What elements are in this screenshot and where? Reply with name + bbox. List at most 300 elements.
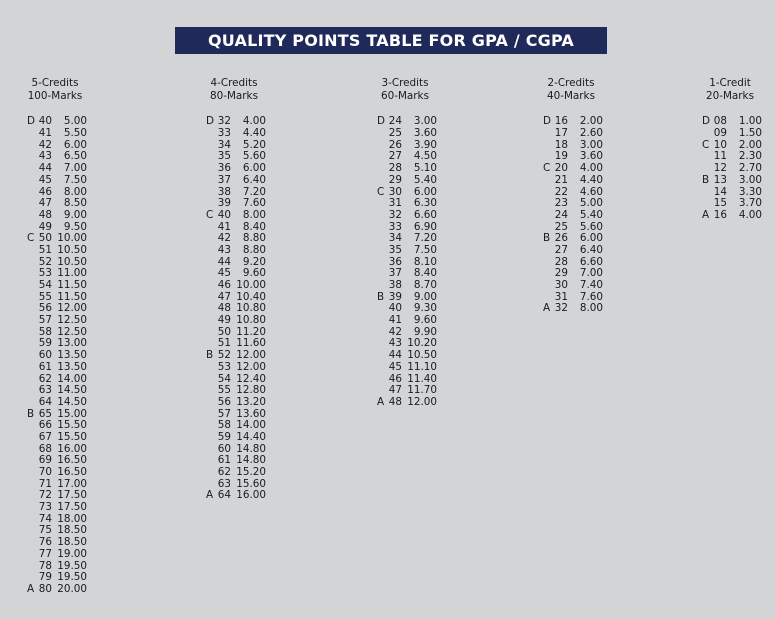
grade-letter bbox=[27, 128, 37, 140]
quality-points-value: 10.50 bbox=[57, 255, 87, 268]
marks-value: 46 bbox=[38, 185, 52, 198]
quality-points-value: 10.80 bbox=[236, 314, 266, 327]
grade-letter bbox=[27, 210, 37, 222]
marks-value: 32 bbox=[554, 302, 568, 315]
quality-points-value: 3.00 bbox=[579, 138, 603, 151]
quality-points-value: 13.60 bbox=[236, 407, 266, 420]
grade-letter bbox=[377, 175, 387, 187]
points-row bbox=[206, 280, 266, 292]
marks-value: 36 bbox=[388, 255, 402, 268]
grade-letter bbox=[27, 175, 37, 187]
quality-points-value: 12.50 bbox=[57, 314, 87, 327]
grade-letter: A bbox=[702, 208, 710, 221]
points-row bbox=[377, 175, 437, 187]
grade-letter bbox=[27, 549, 37, 561]
marks-value: 31 bbox=[388, 197, 402, 210]
marks-value: 55 bbox=[38, 290, 52, 303]
marks-value: 56 bbox=[217, 395, 231, 408]
marks-value: 15 bbox=[713, 197, 727, 210]
grade-letter bbox=[27, 514, 37, 526]
credits-label: 4-Credits bbox=[210, 77, 258, 89]
quality-points-value: 16.00 bbox=[236, 489, 266, 502]
marks-value: 37 bbox=[388, 267, 402, 280]
grade-letter bbox=[27, 257, 37, 269]
quality-points-value: 6.60 bbox=[579, 255, 603, 268]
marks-value: 12 bbox=[713, 162, 727, 175]
grade-letter bbox=[27, 525, 37, 537]
grade-letter bbox=[377, 257, 387, 269]
grade-letter bbox=[543, 280, 553, 292]
grade-letter bbox=[206, 140, 216, 152]
points-row bbox=[702, 175, 762, 187]
quality-points-value: 9.00 bbox=[63, 208, 87, 221]
grade-letter: A bbox=[543, 302, 551, 315]
grade-letter: B bbox=[702, 173, 710, 186]
grade-letter bbox=[27, 151, 37, 163]
grade-letter bbox=[206, 257, 216, 269]
grade-letter bbox=[377, 233, 387, 245]
grade-letter: C bbox=[206, 208, 214, 221]
quality-points-value: 15.50 bbox=[57, 430, 87, 443]
quality-points-value: 12.40 bbox=[236, 372, 266, 385]
marks-value: 74 bbox=[38, 512, 52, 525]
grade-letter bbox=[206, 187, 216, 199]
quality-points-value: 11.50 bbox=[57, 279, 87, 292]
marks-value: 43 bbox=[38, 150, 52, 163]
grade-letter: D bbox=[702, 115, 711, 128]
marks-value: 61 bbox=[217, 454, 231, 467]
quality-points-value: 4.40 bbox=[242, 127, 266, 140]
quality-points-value: 11.10 bbox=[407, 360, 437, 373]
marks-value: 44 bbox=[38, 162, 52, 175]
marks-value: 65 bbox=[38, 407, 52, 420]
quality-points-value: 10.40 bbox=[236, 290, 266, 303]
quality-points-value: 3.00 bbox=[738, 173, 762, 186]
marks-value: 26 bbox=[388, 138, 402, 151]
marks-value: 35 bbox=[388, 243, 402, 256]
marks-value: 53 bbox=[38, 267, 52, 280]
grade-letter: A bbox=[377, 395, 385, 408]
marks-value: 51 bbox=[38, 243, 52, 256]
quality-points-value: 5.10 bbox=[413, 162, 437, 175]
quality-points-value: 11.60 bbox=[236, 337, 266, 350]
grade-letter bbox=[206, 268, 216, 280]
quality-points-value: 18.50 bbox=[57, 536, 87, 549]
grade-letter bbox=[543, 257, 553, 269]
grade-letter: B bbox=[206, 349, 214, 362]
marks-label: 20-Marks bbox=[705, 89, 754, 102]
quality-points-value: 5.60 bbox=[579, 220, 603, 233]
grade-letter bbox=[206, 444, 216, 456]
quality-points-value: 11.00 bbox=[57, 267, 87, 280]
marks-value: 39 bbox=[388, 290, 402, 303]
quality-points-value: 3.60 bbox=[579, 150, 603, 163]
grade-letter: D bbox=[206, 115, 215, 128]
grade-letter bbox=[206, 280, 216, 292]
quality-points-value: 10.20 bbox=[407, 337, 437, 350]
grade-letter bbox=[543, 175, 553, 187]
marks-value: 77 bbox=[38, 547, 52, 560]
grade-letter bbox=[377, 245, 387, 257]
marks-value: 45 bbox=[38, 173, 52, 186]
quality-points-value: 8.40 bbox=[242, 220, 266, 233]
marks-value: 63 bbox=[217, 477, 231, 490]
quality-points-value: 5.20 bbox=[242, 138, 266, 151]
grade-letter: A bbox=[27, 582, 35, 595]
quality-points-value: 9.00 bbox=[413, 290, 437, 303]
quality-points-value: 6.30 bbox=[413, 197, 437, 210]
points-row bbox=[377, 210, 437, 222]
marks-value: 13 bbox=[713, 173, 727, 186]
marks-value: 68 bbox=[38, 442, 52, 455]
marks-value: 35 bbox=[217, 150, 231, 163]
quality-points-value: 9.20 bbox=[242, 255, 266, 268]
points-row bbox=[27, 210, 87, 222]
marks-value: 57 bbox=[38, 314, 52, 327]
marks-value: 33 bbox=[217, 127, 231, 140]
marks-value: 76 bbox=[38, 536, 52, 549]
quality-points-value: 14.50 bbox=[57, 384, 87, 397]
quality-points-value: 5.00 bbox=[63, 115, 87, 128]
credits-column-4 bbox=[206, 77, 266, 502]
marks-value: 49 bbox=[217, 314, 231, 327]
marks-value: 20 bbox=[554, 162, 568, 175]
grade-letter bbox=[27, 350, 37, 362]
grade-letter bbox=[27, 479, 37, 491]
quality-points-value: 8.80 bbox=[242, 243, 266, 256]
quality-points-value: 8.10 bbox=[413, 255, 437, 268]
marks-value: 71 bbox=[38, 477, 52, 490]
marks-value: 62 bbox=[38, 372, 52, 385]
grade-letter bbox=[27, 537, 37, 549]
marks-value: 25 bbox=[554, 220, 568, 233]
quality-points-value: 5.40 bbox=[579, 208, 603, 221]
marks-value: 56 bbox=[38, 302, 52, 315]
grade-letter bbox=[702, 151, 712, 163]
grade-letter bbox=[27, 385, 37, 397]
quality-points-value: 16.00 bbox=[57, 442, 87, 455]
points-row bbox=[206, 432, 266, 444]
credits-label: 5-Credits bbox=[31, 77, 79, 89]
marks-value: 61 bbox=[38, 360, 52, 373]
marks-value: 58 bbox=[217, 419, 231, 432]
grade-letter bbox=[206, 222, 216, 234]
column-header bbox=[27, 77, 83, 102]
marks-value: 26 bbox=[554, 232, 568, 245]
grade-letter bbox=[27, 327, 37, 339]
grade-letter bbox=[206, 151, 216, 163]
marks-value: 08 bbox=[713, 115, 727, 128]
grade-letter bbox=[27, 502, 37, 514]
quality-points-value: 11.20 bbox=[236, 325, 266, 338]
column-header bbox=[702, 77, 758, 102]
quality-points-value: 6.50 bbox=[63, 150, 87, 163]
grade-letter bbox=[377, 128, 387, 140]
marks-value: 54 bbox=[217, 372, 231, 385]
points-row bbox=[206, 210, 266, 222]
grade-letter bbox=[543, 245, 553, 257]
grade-letter bbox=[27, 432, 37, 444]
quality-points-value: 15.60 bbox=[236, 477, 266, 490]
quality-points-value: 7.00 bbox=[63, 162, 87, 175]
grade-letter bbox=[543, 210, 553, 222]
points-row bbox=[206, 245, 266, 257]
grade-letter bbox=[206, 397, 216, 409]
column-header bbox=[543, 77, 599, 102]
grade-letter bbox=[543, 268, 553, 280]
quality-points-value: 14.80 bbox=[236, 442, 266, 455]
grade-letter bbox=[206, 315, 216, 327]
quality-points-value: 12.00 bbox=[57, 302, 87, 315]
grade-letter bbox=[377, 151, 387, 163]
quality-points-value: 1.50 bbox=[738, 127, 762, 140]
quality-points-value: 6.00 bbox=[413, 185, 437, 198]
marks-value: 48 bbox=[38, 208, 52, 221]
quality-points-value: 20.00 bbox=[57, 582, 87, 595]
quality-points-value: 12.00 bbox=[236, 349, 266, 362]
points-row bbox=[543, 303, 603, 315]
grade-letter bbox=[377, 374, 387, 386]
quality-points-value: 11.70 bbox=[407, 384, 437, 397]
marks-value: 38 bbox=[217, 185, 231, 198]
grade-letter bbox=[377, 362, 387, 374]
points-list bbox=[377, 116, 437, 408]
quality-points-value: 2.70 bbox=[738, 162, 762, 175]
marks-value: 60 bbox=[217, 442, 231, 455]
points-row bbox=[543, 210, 603, 222]
quality-points-value: 7.60 bbox=[579, 290, 603, 303]
points-row bbox=[543, 245, 603, 257]
marks-value: 40 bbox=[217, 208, 231, 221]
marks-value: 45 bbox=[217, 267, 231, 280]
quality-points-value: 18.50 bbox=[57, 524, 87, 537]
quality-points-value: 2.30 bbox=[738, 150, 762, 163]
marks-value: 30 bbox=[388, 185, 402, 198]
grade-letter: D bbox=[377, 115, 386, 128]
marks-value: 47 bbox=[217, 290, 231, 303]
grade-letter: A bbox=[206, 489, 214, 502]
grade-letter bbox=[206, 409, 216, 421]
grade-letter: B bbox=[27, 407, 35, 420]
quality-points-value: 12.80 bbox=[236, 384, 266, 397]
quality-points-value: 17.50 bbox=[57, 489, 87, 502]
grade-letter bbox=[206, 467, 216, 479]
grade-letter bbox=[377, 327, 387, 339]
marks-value: 52 bbox=[217, 349, 231, 362]
quality-points-value: 10.00 bbox=[236, 279, 266, 292]
marks-value: 63 bbox=[38, 384, 52, 397]
quality-points-value: 7.20 bbox=[242, 185, 266, 198]
quality-points-value: 13.20 bbox=[236, 395, 266, 408]
quality-points-value: 2.00 bbox=[738, 138, 762, 151]
page-title: QUALITY POINTS TABLE FOR GPA / CGPA bbox=[175, 27, 607, 54]
quality-points-value: 7.40 bbox=[579, 279, 603, 292]
credits-column-2 bbox=[543, 77, 603, 315]
grade-letter bbox=[377, 198, 387, 210]
marks-value: 17 bbox=[554, 127, 568, 140]
marks-value: 49 bbox=[38, 220, 52, 233]
marks-value: 19 bbox=[554, 150, 568, 163]
grade-letter bbox=[27, 467, 37, 479]
grade-letter bbox=[543, 128, 553, 140]
grade-letter bbox=[27, 198, 37, 210]
points-row bbox=[27, 467, 87, 479]
grade-letter bbox=[377, 222, 387, 234]
marks-value: 50 bbox=[217, 325, 231, 338]
quality-points-value: 4.00 bbox=[242, 115, 266, 128]
quality-points-value: 4.50 bbox=[413, 150, 437, 163]
quality-points-value: 5.60 bbox=[242, 150, 266, 163]
marks-value: 48 bbox=[388, 395, 402, 408]
marks-value: 41 bbox=[217, 220, 231, 233]
quality-points-value: 8.00 bbox=[63, 185, 87, 198]
points-row bbox=[27, 280, 87, 292]
quality-points-value: 10.00 bbox=[57, 232, 87, 245]
marks-value: 44 bbox=[388, 349, 402, 362]
marks-value: 09 bbox=[713, 127, 727, 140]
quality-points-value: 8.80 bbox=[242, 232, 266, 245]
quality-points-value: 14.80 bbox=[236, 454, 266, 467]
grade-letter bbox=[206, 233, 216, 245]
quality-points-value: 11.50 bbox=[57, 290, 87, 303]
marks-value: 41 bbox=[388, 314, 402, 327]
grade-letter: D bbox=[543, 115, 552, 128]
marks-value: 22 bbox=[554, 185, 568, 198]
quality-points-value: 14.50 bbox=[57, 395, 87, 408]
marks-value: 34 bbox=[217, 138, 231, 151]
marks-value: 50 bbox=[38, 232, 52, 245]
credits-column-3 bbox=[377, 77, 437, 409]
marks-value: 47 bbox=[388, 384, 402, 397]
marks-value: 45 bbox=[388, 360, 402, 373]
grade-letter bbox=[27, 362, 37, 374]
grade-letter bbox=[27, 292, 37, 304]
quality-points-value: 6.00 bbox=[63, 138, 87, 151]
marks-value: 53 bbox=[217, 360, 231, 373]
grade-letter bbox=[206, 432, 216, 444]
marks-value: 23 bbox=[554, 197, 568, 210]
quality-points-value: 15.00 bbox=[57, 407, 87, 420]
quality-points-value: 8.00 bbox=[242, 208, 266, 221]
marks-value: 47 bbox=[38, 197, 52, 210]
marks-value: 34 bbox=[388, 232, 402, 245]
grade-letter bbox=[206, 128, 216, 140]
points-row bbox=[27, 397, 87, 409]
marks-value: 43 bbox=[388, 337, 402, 350]
marks-value: 59 bbox=[217, 430, 231, 443]
grade-letter bbox=[377, 268, 387, 280]
quality-points-value: 6.40 bbox=[242, 173, 266, 186]
quality-points-value: 4.00 bbox=[738, 208, 762, 221]
marks-value: 75 bbox=[38, 524, 52, 537]
quality-points-value: 13.00 bbox=[57, 337, 87, 350]
marks-value: 30 bbox=[554, 279, 568, 292]
points-row bbox=[27, 175, 87, 187]
marks-value: 62 bbox=[217, 466, 231, 479]
grade-letter bbox=[377, 140, 387, 152]
grade-letter bbox=[377, 163, 387, 175]
marks-label: 80-Marks bbox=[209, 89, 258, 102]
marks-label: 40-Marks bbox=[546, 89, 595, 102]
grade-letter bbox=[27, 303, 37, 315]
grade-letter bbox=[27, 245, 37, 257]
grade-letter bbox=[377, 338, 387, 350]
marks-value: 59 bbox=[38, 337, 52, 350]
grade-letter bbox=[27, 455, 37, 467]
marks-value: 25 bbox=[388, 127, 402, 140]
marks-value: 27 bbox=[554, 243, 568, 256]
marks-value: 41 bbox=[38, 127, 52, 140]
grade-letter bbox=[27, 280, 37, 292]
marks-value: 10 bbox=[713, 138, 727, 151]
grade-letter bbox=[206, 374, 216, 386]
quality-points-value: 8.40 bbox=[413, 267, 437, 280]
points-row bbox=[27, 549, 87, 561]
grade-letter bbox=[27, 490, 37, 502]
points-list bbox=[206, 116, 266, 502]
marks-value: 42 bbox=[38, 138, 52, 151]
grade-letter bbox=[27, 561, 37, 573]
quality-points-value: 14.40 bbox=[236, 430, 266, 443]
grade-letter bbox=[27, 374, 37, 386]
grade-letter bbox=[206, 385, 216, 397]
credits-column-5 bbox=[27, 77, 87, 596]
grade-letter bbox=[206, 163, 216, 175]
marks-value: 51 bbox=[217, 337, 231, 350]
points-list bbox=[543, 116, 603, 315]
marks-value: 40 bbox=[38, 115, 52, 128]
quality-points-value: 7.50 bbox=[63, 173, 87, 186]
marks-value: 80 bbox=[38, 582, 52, 595]
grade-letter: C bbox=[702, 138, 710, 151]
grade-letter: D bbox=[27, 115, 36, 128]
marks-value: 38 bbox=[388, 279, 402, 292]
points-row bbox=[206, 490, 266, 502]
quality-points-value: 13.50 bbox=[57, 360, 87, 373]
points-row bbox=[206, 397, 266, 409]
points-list bbox=[702, 116, 762, 221]
marks-value: 24 bbox=[554, 208, 568, 221]
quality-points-value: 15.20 bbox=[236, 466, 266, 479]
grade-letter bbox=[543, 187, 553, 199]
quality-points-value: 9.30 bbox=[413, 302, 437, 315]
points-row bbox=[206, 467, 266, 479]
marks-value: 11 bbox=[713, 150, 727, 163]
marks-value: 79 bbox=[38, 571, 52, 584]
points-row bbox=[543, 175, 603, 187]
marks-value: 54 bbox=[38, 279, 52, 292]
quality-points-value: 6.00 bbox=[579, 232, 603, 245]
quality-points-value: 8.00 bbox=[579, 302, 603, 315]
marks-value: 66 bbox=[38, 419, 52, 432]
points-row bbox=[377, 397, 437, 409]
quality-points-value: 19.50 bbox=[57, 571, 87, 584]
marks-value: 29 bbox=[554, 267, 568, 280]
marks-value: 52 bbox=[38, 255, 52, 268]
marks-value: 67 bbox=[38, 430, 52, 443]
quality-points-value: 11.40 bbox=[407, 372, 437, 385]
marks-label: 60-Marks bbox=[380, 89, 429, 102]
marks-value: 72 bbox=[38, 489, 52, 502]
quality-points-value: 16.50 bbox=[57, 454, 87, 467]
grade-letter bbox=[27, 444, 37, 456]
marks-value: 64 bbox=[38, 395, 52, 408]
grade-letter: B bbox=[377, 290, 385, 303]
grade-letter bbox=[377, 315, 387, 327]
marks-value: 32 bbox=[217, 115, 231, 128]
grade-letter bbox=[27, 338, 37, 350]
marks-value: 16 bbox=[713, 208, 727, 221]
